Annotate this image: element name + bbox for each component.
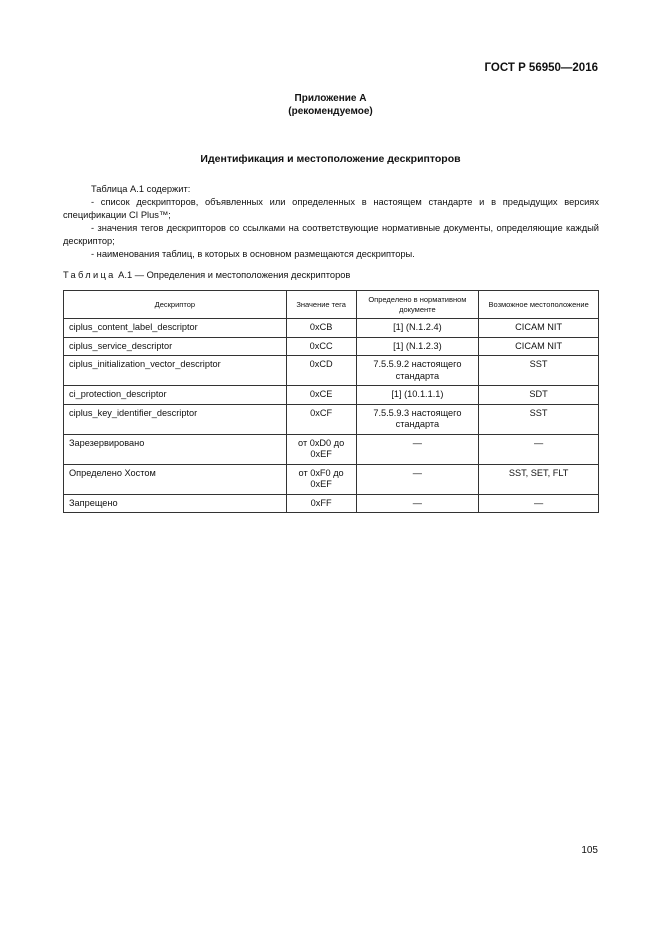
table-caption-label: Таблица xyxy=(63,270,116,280)
table-row xyxy=(64,319,599,338)
annex-title: Приложение А xyxy=(294,93,367,104)
tag-cell: 0xCD xyxy=(286,356,356,386)
tag-cell: 0xCC xyxy=(286,337,356,356)
table-caption xyxy=(63,270,350,280)
descriptor-cell: Определено Хостом xyxy=(64,464,287,494)
location-cell: CICAM NIT xyxy=(479,337,599,356)
defined-cell: [1] (N.1.2.4) xyxy=(356,319,479,338)
table-row xyxy=(64,494,599,513)
descriptor-cell: Зарезервировано xyxy=(64,434,287,464)
defined-cell: — xyxy=(356,434,479,464)
defined-cell: 7.5.5.9.2 настоящего стандарта xyxy=(356,356,479,386)
defined-cell: — xyxy=(356,464,479,494)
location-cell: — xyxy=(479,494,599,513)
paragraph: - список дескрипторов, объявленных или определенных в настоящем стандарте и в предыдущих версиях спецификации CI Plus™; xyxy=(63,197,599,221)
table-row xyxy=(64,404,599,434)
descriptor-cell: ciplus_service_descriptor xyxy=(64,337,287,356)
descriptor-cell: Запрещено xyxy=(64,494,287,513)
annex-status: (рекомендуемое) xyxy=(288,106,373,117)
table-caption-text: А.1 — Определения и местоположения дескрипторов xyxy=(118,270,351,280)
descriptor-cell: ciplus_key_identifier_descriptor xyxy=(64,404,287,434)
header-location: Возможное местоположение xyxy=(479,291,599,319)
descriptor-table xyxy=(63,290,599,513)
location-cell: CICAM NIT xyxy=(479,319,599,338)
paragraph: - значения тегов дескрипторов со ссылками на соответствующие нормативные документы, определяющие каждый дескриптор; xyxy=(63,223,599,247)
table-row xyxy=(64,386,599,405)
tag-cell: 0xCF xyxy=(286,404,356,434)
defined-cell: 7.5.5.9.3 настоящего стандарта xyxy=(356,404,479,434)
body-text xyxy=(63,183,599,262)
location-cell: — xyxy=(479,434,599,464)
tag-cell: 0xCE xyxy=(286,386,356,405)
table-header-row xyxy=(64,291,599,319)
standard-number: ГОСТ Р 56950—2016 xyxy=(484,62,598,74)
paragraph: Таблица А.1 содержит: xyxy=(91,184,191,194)
location-cell: SST, SET, FLT xyxy=(479,464,599,494)
tag-cell: от 0xD0 до 0xEF xyxy=(286,434,356,464)
header-tag-value: Значение тега xyxy=(286,291,356,319)
tag-cell: от 0xF0 до 0xEF xyxy=(286,464,356,494)
defined-cell: — xyxy=(356,494,479,513)
header-descriptor: Дескриптор xyxy=(64,291,287,319)
descriptor-cell: ciplus_initialization_vector_descriptor xyxy=(64,356,287,386)
section-heading: Идентификация и местоположение дескрипторов xyxy=(200,153,461,165)
paragraph: - наименования таблиц, в которых в основном размещаются дескрипторы. xyxy=(91,249,415,260)
defined-cell: [1] (N.1.2.3) xyxy=(356,337,479,356)
location-cell: SDT xyxy=(479,386,599,405)
header-defined-in: Определено в нормативном документе xyxy=(356,291,479,319)
page-number: 105 xyxy=(581,845,598,856)
descriptor-cell: ciplus_content_label_descriptor xyxy=(64,319,287,338)
table-row xyxy=(64,464,599,494)
tag-cell: 0xCB xyxy=(286,319,356,338)
table-row xyxy=(64,337,599,356)
table-row xyxy=(64,434,599,464)
tag-cell: 0xFF xyxy=(286,494,356,513)
location-cell: SST xyxy=(479,356,599,386)
descriptor-cell: ci_protection_descriptor xyxy=(64,386,287,405)
location-cell: SST xyxy=(479,404,599,434)
defined-cell: [1] (10.1.1.1) xyxy=(356,386,479,405)
table-row xyxy=(64,356,599,386)
